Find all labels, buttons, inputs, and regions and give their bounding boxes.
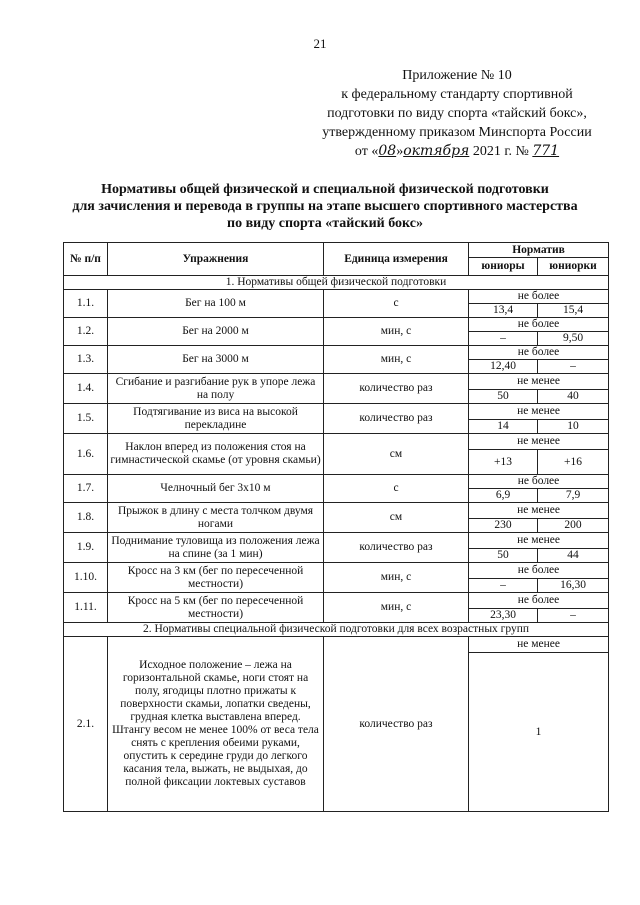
date-year: 2021 г. № [469,144,533,159]
order-number: 771 [532,143,560,159]
row-num: 1.7. [64,475,108,503]
row-unit: количество раз [324,404,469,434]
row-num: 1.3. [64,346,108,374]
row-value-juniors-f: 200 [538,519,609,533]
row-unit: мин, с [324,563,469,593]
section-1-heading: 1. Нормативы общей физической подготовки [64,276,609,290]
table-row [64,434,609,450]
row-exercise: Бег на 3000 м [108,346,324,374]
row-value-juniors-f: 7,9 [538,489,609,503]
row-exercise: Сгибание и разгибание рук в упоре лежа на полу [108,374,324,404]
row-value-juniors-m: +13 [469,450,538,475]
table-row [64,318,609,332]
appendix-line-3: подготовки по виду спорта «тайский бокс», [327,106,587,121]
row-num: 1.6. [64,434,108,475]
title-line-2: для зачисления и перевода в группы на этапе высшего спортивного мастерства [72,199,578,214]
row-condition: не менее [469,503,609,519]
table-row [64,404,609,420]
date-month: октября [403,143,470,159]
row-value-juniors-m: 50 [469,549,538,563]
row-value-juniors-f: 15,4 [538,304,609,318]
row-unit: мин, с [324,593,469,623]
row-exercise: Кросс на 5 км (бег по пересеченной местности) [108,593,324,623]
header-juniors-m: юниоры [469,258,538,276]
row-condition: не более [469,318,609,332]
row-condition: не более [469,290,609,304]
row-exercise: Наклон вперед из положения стоя на гимнастической скамье (от уровня скамьи) [108,434,324,475]
row-condition: не менее [469,404,609,420]
table-row [64,503,609,519]
row-value-juniors-m: 14 [469,420,538,434]
row-value-juniors-m: 12,40 [469,360,538,374]
row-exercise: Кросс на 3 км (бег по пересеченной местности) [108,563,324,593]
row-condition: не менее [469,374,609,390]
appendix-line-2: к федеральному стандарту спортивной [341,87,573,102]
row-exercise: Бег на 2000 м [108,318,324,346]
appendix-line-1: Приложение № 10 [402,68,512,83]
header-norm: Норматив [469,243,609,258]
row-exercise: Прыжок в длину с места толчком двумя ногами [108,503,324,533]
date-day: 08 [378,143,397,159]
row-num: 1.2. [64,318,108,346]
row-exercise: Челночный бег 3х10 м [108,475,324,503]
row-value-juniors-f: +16 [538,450,609,475]
row-value-juniors-f: 44 [538,549,609,563]
row-num: 1.5. [64,404,108,434]
row-value-juniors-f: – [538,360,609,374]
row-2-1-exercise: Исходное положение – лежа на горизонтальной скамье, ноги стоят на полу, ягодицы плотно прижаты к поверхности скамьи, лопатки сведены, грудная клетка выставлена вперед. Штангу весом не менее 100% от веса тела снять с крепления обеими руками, опустить к середине груди до легкого касания тела, выжать, не выдыхая, до полной фиксации локтевых суставов [108,637,324,812]
row-value-juniors-m: – [469,332,538,346]
row-2-1-value: 1 [469,653,609,812]
header-num: № п/п [64,243,108,276]
row-unit: мин, с [324,346,469,374]
row-value-juniors-m: 50 [469,390,538,404]
appendix-date-line [312,142,602,161]
row-num: 1.9. [64,533,108,563]
row-unit: с [324,475,469,503]
row-2-1-num: 2.1. [64,637,108,812]
table-row [64,533,609,549]
row-2-1-cond: не менее [469,637,609,653]
date-mid: » [396,144,404,159]
row-condition: не более [469,593,609,609]
row-condition: не менее [469,533,609,549]
row-num: 1.4. [64,374,108,404]
row-unit: мин, с [324,318,469,346]
row-num: 1.8. [64,503,108,533]
appendix-block [312,66,602,161]
section-2-heading: 2. Нормативы специальной физической подготовки для всех возрастных групп [64,623,609,637]
row-2-1-unit: количество раз [324,637,469,812]
table-row [64,475,609,489]
row-unit: см [324,434,469,475]
header-juniors-f: юниорки [538,258,609,276]
row-value-juniors-f: – [538,609,609,623]
row-condition: не менее [469,434,609,450]
row-value-juniors-m: 230 [469,519,538,533]
row-value-juniors-m: 23,30 [469,609,538,623]
date-prefix: от « [354,144,379,159]
title-line-3: по виду спорта «тайский бокс» [227,216,423,231]
header-unit: Единица измерения [324,243,469,276]
row-value-juniors-f: 10 [538,420,609,434]
document-title [40,181,610,232]
row-value-juniors-f: 40 [538,390,609,404]
section-1-rows [64,290,609,623]
row-num: 1.1. [64,290,108,318]
title-line-1: Нормативы общей физической и специальной физической подготовки [101,182,549,197]
row-condition: не более [469,346,609,360]
appendix-line-4: утвержденному приказом Минспорта России [322,125,592,140]
row-unit: см [324,503,469,533]
row-num: 1.11. [64,593,108,623]
table-row [64,374,609,390]
table-row [64,290,609,304]
row-unit: с [324,290,469,318]
row-value-juniors-f: 9,50 [538,332,609,346]
norms-table [63,242,609,812]
row-value-juniors-m: 13,4 [469,304,538,318]
row-value-juniors-m: 6,9 [469,489,538,503]
row-condition: не более [469,563,609,579]
header-exercise: Упражнения [108,243,324,276]
row-value-juniors-f: 16,30 [538,579,609,593]
row-exercise: Поднимание туловища из положения лежа на спине (за 1 мин) [108,533,324,563]
row-exercise: Подтягивание из виса на высокой перекладине [108,404,324,434]
row-num: 1.10. [64,563,108,593]
table-row [64,563,609,579]
row-condition: не более [469,475,609,489]
row-unit: количество раз [324,374,469,404]
row-value-juniors-m: – [469,579,538,593]
row-unit: количество раз [324,533,469,563]
page-number: 21 [313,36,327,51]
row-exercise: Бег на 100 м [108,290,324,318]
table-row [64,593,609,609]
table-row [64,346,609,360]
